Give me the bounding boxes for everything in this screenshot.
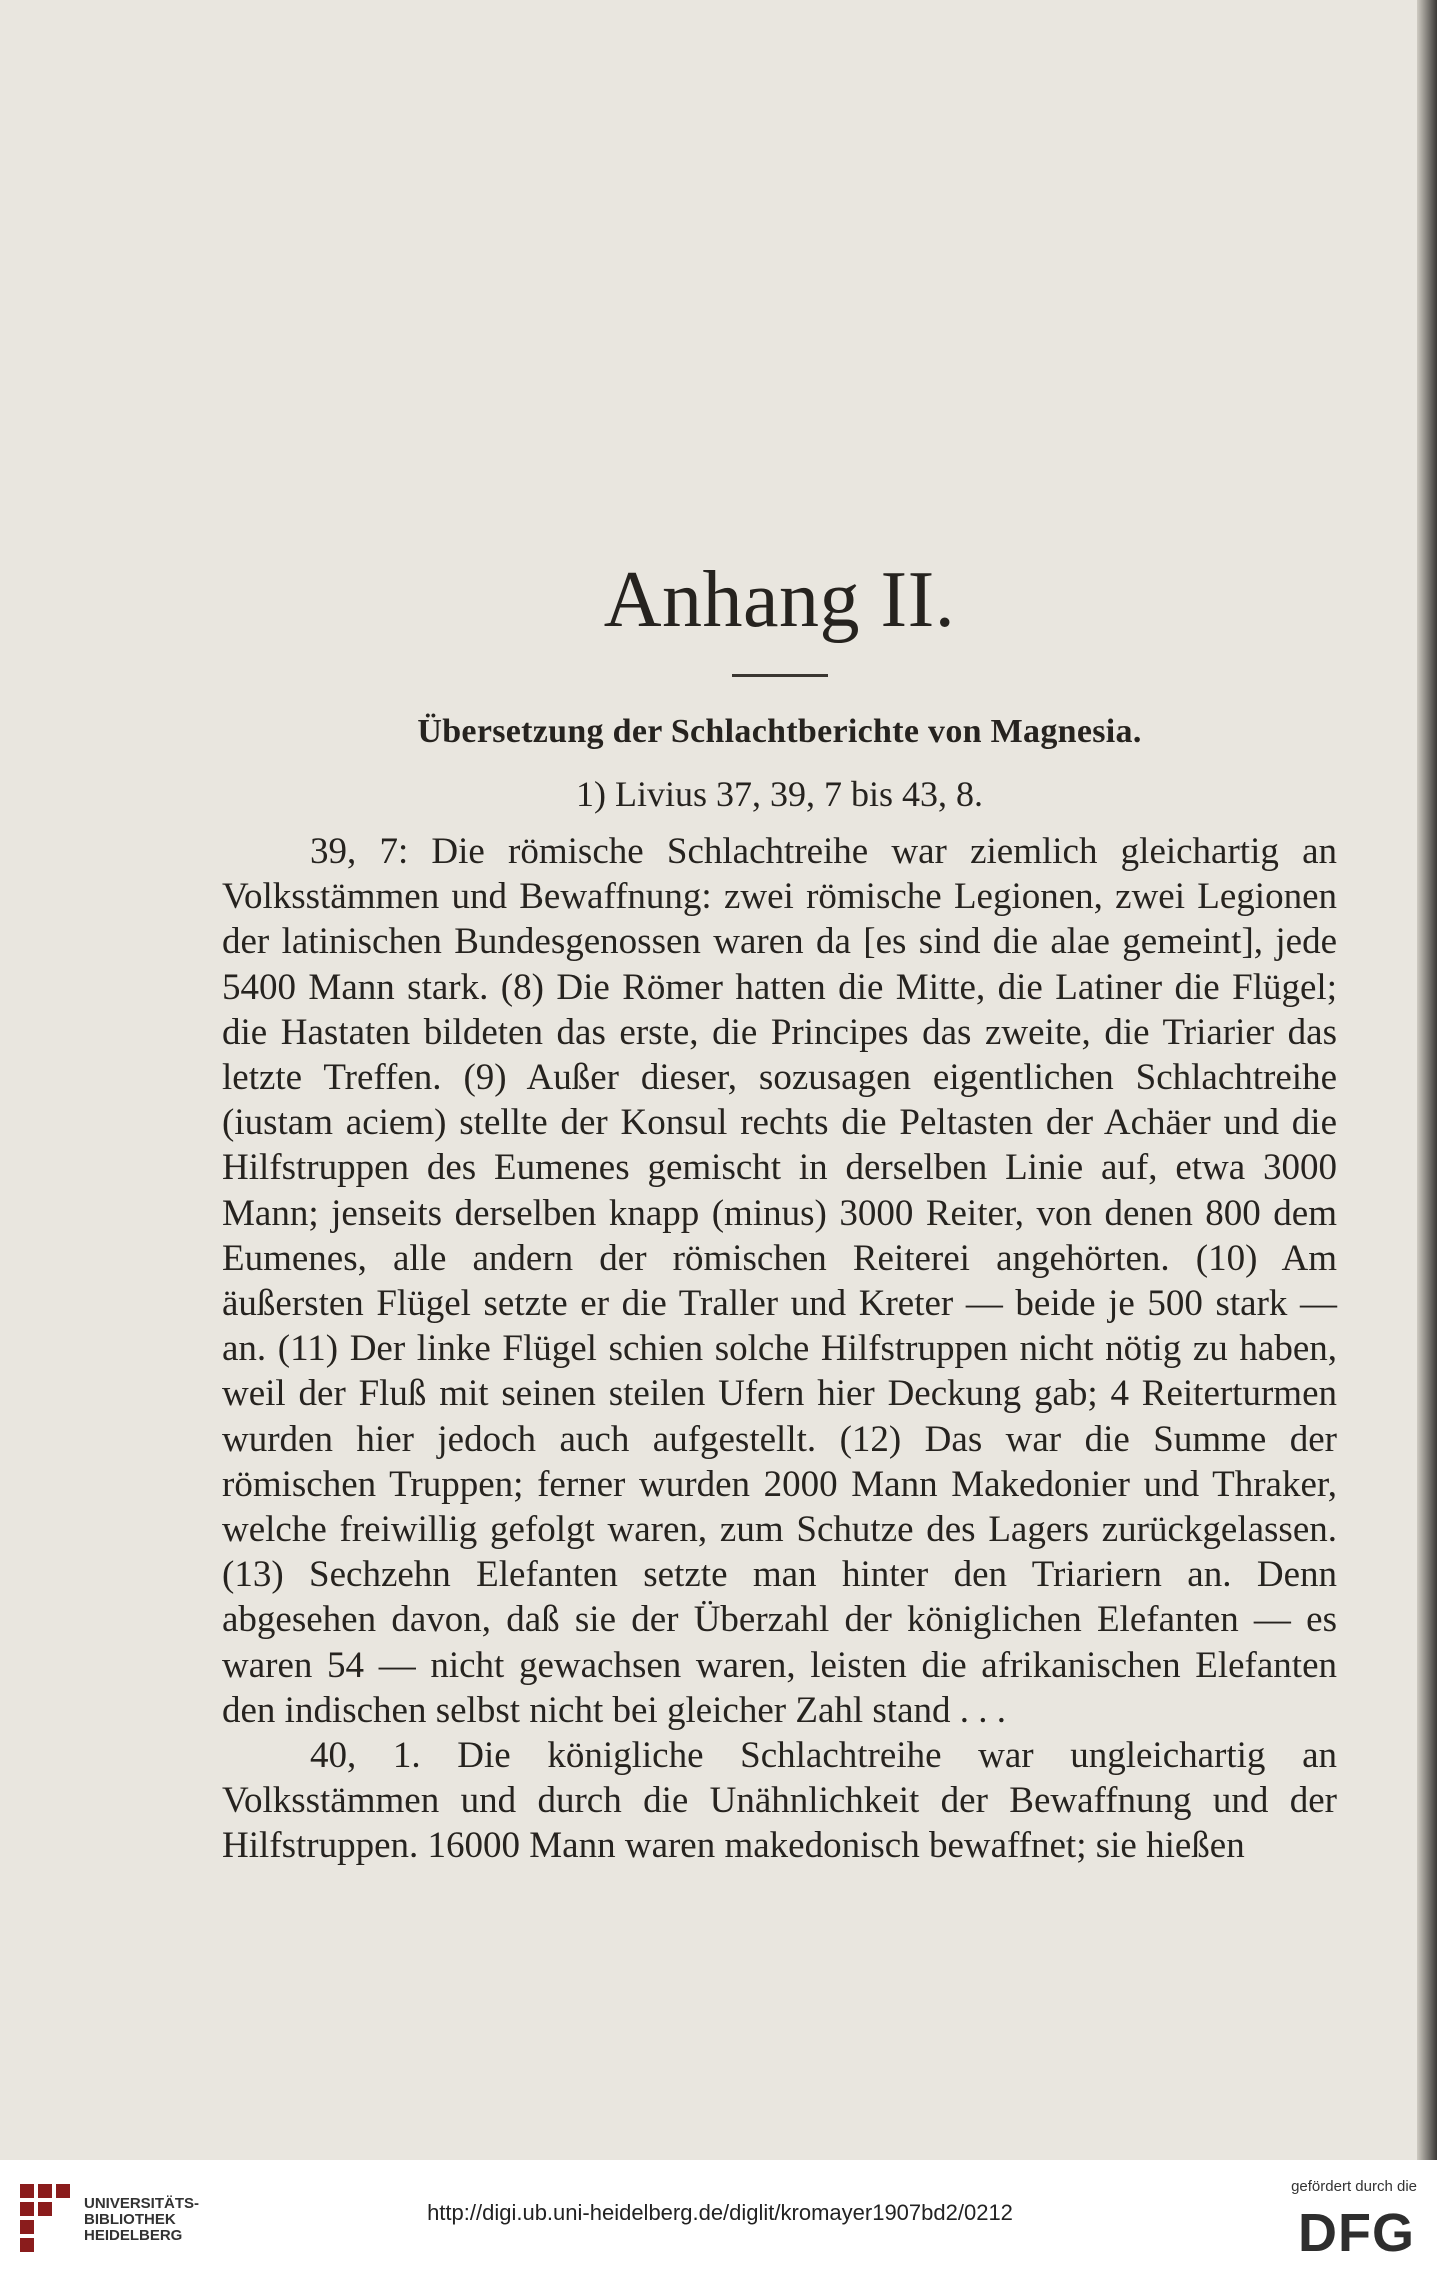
- library-name-line: HEIDELBERG: [84, 2227, 183, 2244]
- appendix-heading: Anhang II.: [603, 556, 956, 644]
- dfg-logo: DFG: [1298, 2203, 1415, 2263]
- library-name-line: UNIVERSITÄTS-: [84, 2195, 200, 2212]
- funding-note: gefördert durch die: [1291, 2178, 1417, 2195]
- permalink-url[interactable]: http://digi.ub.uni-heidelberg.de/diglit/kromayer1907bd2/0212: [427, 2200, 1013, 2225]
- library-name-line: BIBLIOTHEK: [84, 2211, 176, 2228]
- footer-bar: [0, 2160, 1437, 2275]
- page-text: [222, 556, 1337, 1869]
- body-paragraph: 40, 1. Die königliche Schlachtreihe war ungleichartig an Volksstämmen und durch die Unähnlichkeit der Bewaffnung und der Hilfstruppen. 16000 Mann waren makedonisch bewaffnet; sie hießen: [222, 1735, 1337, 1867]
- heading-rule: [732, 674, 828, 677]
- library-logo-icon: [18, 2180, 76, 2256]
- body-paragraph: 39, 7: Die römische Schlachtreihe war ziemlich gleichartig an Volksstämmen und Bewaffnung: zwei römische Legionen, zwei Legionen der latinischen Bundesgenossen waren da [es sind die alae gemeint], jede 5400 Mann stark. (8) Die Römer hatten die Mitte, die Latiner die Flügel; die Hastaten bildeten das erste, die Principes das zweite, die Triarier das letzte Treffen. (9) Außer dieser, sozusagen eigentlichen Schlachtreihe (iustam aciem) stellte der Konsul rechts die Peltasten der Achäer und die Hilfstruppen des Eumenes gemischt in derselben Linie auf, etwa 3000 Mann; jenseits derselben knapp (minus) 3000 Reiter, von denen 800 dem Eumenes, alle andern der römischen Reiterei angehörten. (10) Am äußersten Flügel setzte er die Traller und Kreter — beide je 500 stark — an. (11) Der linke Flügel schien solche Hilfstruppen nicht nötig zu haben, weil der Fluß mit seinen steilen Ufern hier Deckung gab; 4 Reiterturmen wurden hier jedoch auch aufgestellt. (12) Das war die Summe der römischen Truppen; ferner wurden 2000 Mann Makedonier und Thraker, welche freiwillig gefolgt waren, zum Schutze des Lagers zurückgelassen. (13) Sechzehn Elefanten setzte man hinter den Triariern an. Denn abgesehen davon, daß sie der Überzahl der königlichen Elefanten — es waren 54 — nicht gewachsen waren, leisten die afrikanischen Elefanten den indischen selbst nicht bei gleicher Zahl stand . . .: [222, 831, 1337, 1731]
- library-name: [84, 2196, 199, 2244]
- page-edge-shadow: [1417, 0, 1437, 2160]
- section-subheading: Übersetzung der Schlachtberichte von Magnesia.: [417, 713, 1142, 750]
- source-reference: 1) Livius 37, 39, 7 bis 43, 8.: [575, 774, 983, 814]
